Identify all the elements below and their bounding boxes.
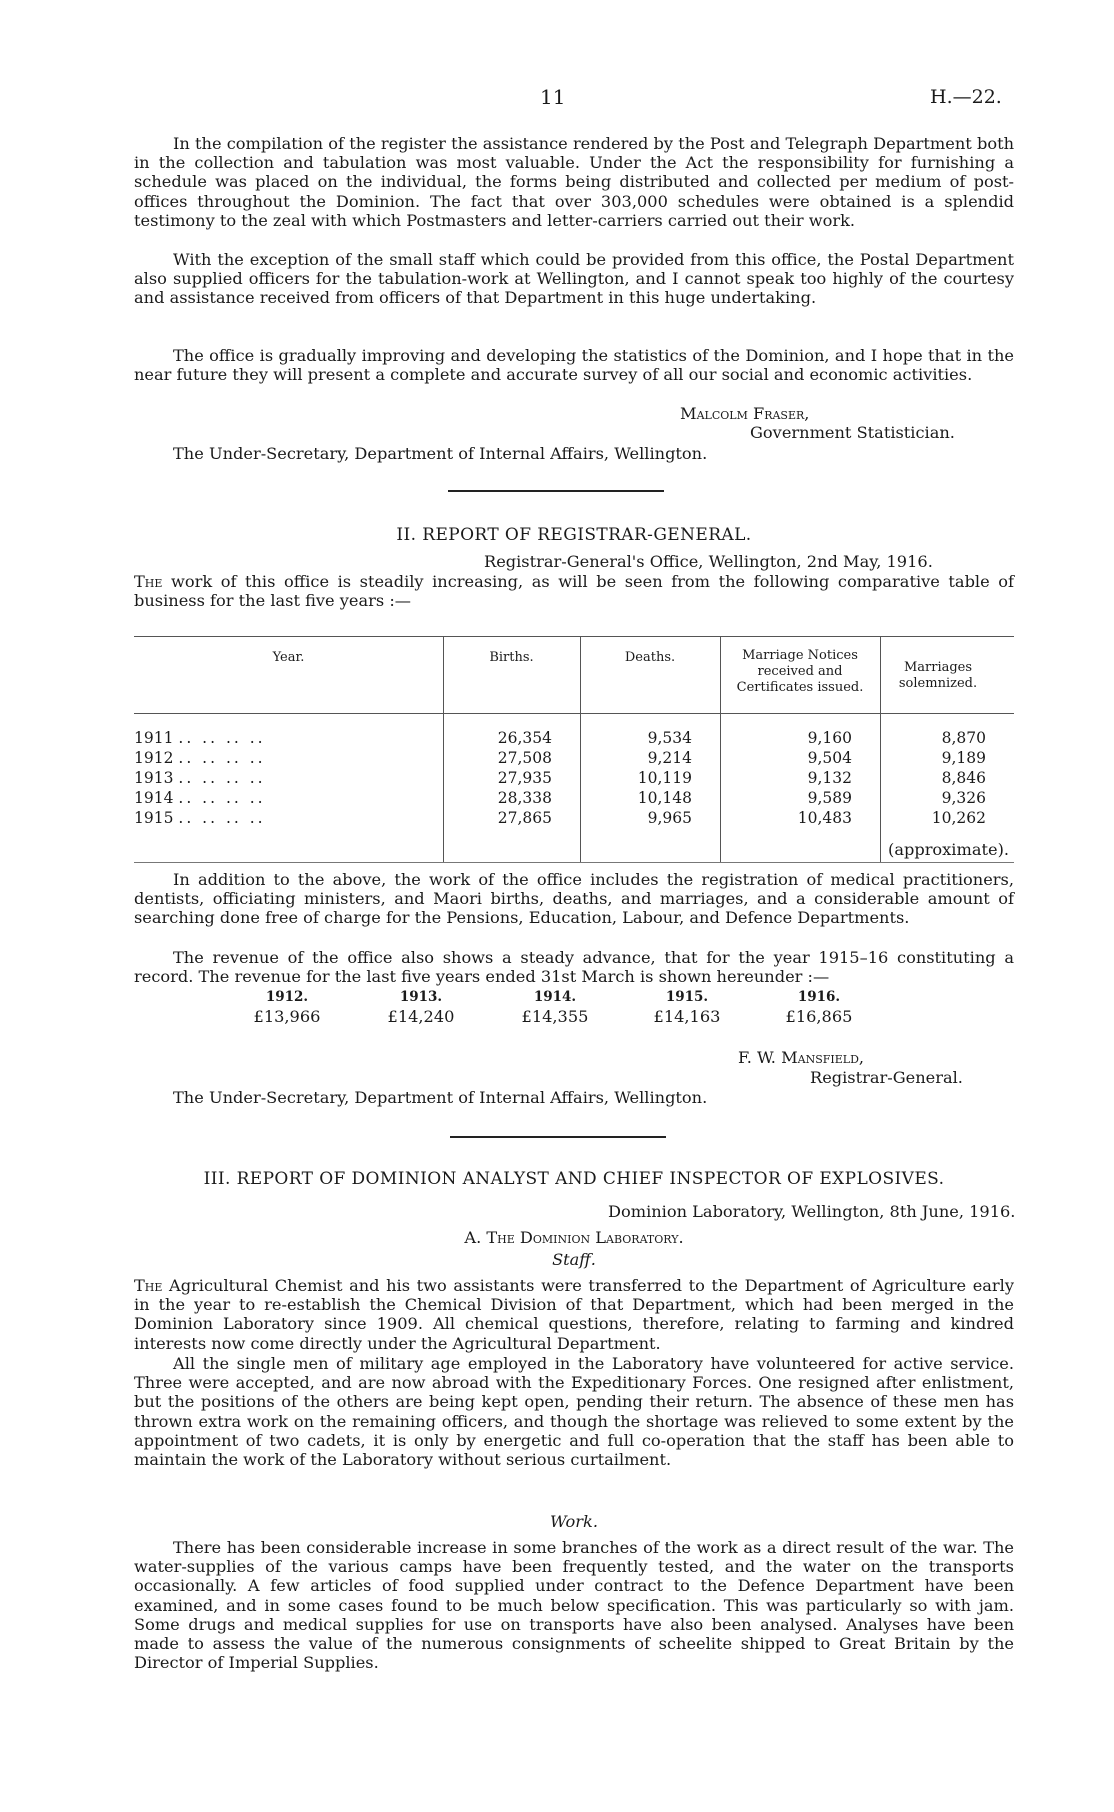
paragraph-postal-department: With the exception of the small staff which could be provided from this office, the Postal Department also supplied officers for the tabulation-work at Wellington, and I cannot speak too highly of the courtesy and assistance received from officers of that Department in this huge undertaking.	[134, 250, 1014, 308]
leader-dots: .. .. .. ..	[178, 729, 266, 747]
marriages-cell: 10,262	[931, 809, 986, 827]
revenue-amount: £14,163	[653, 1007, 721, 1027]
staff-text: Agricultural Chemist and his two assistants were transferred to the Department of Agriculture early in the year to re-establish the Chemical Division of that Department, which had been merged in the Dominion Laboratory since 1909. All chemical questions, therefore, relating to farming and kindred interests now come directly under the Agricultural Department.	[134, 1276, 1014, 1353]
row-year	[134, 728, 443, 748]
paragraph-military-service: All the single men of military age employed in the Laboratory have volunteered for active service. Three were accepted, and are now abroad with the Expeditionary Forces. One resigned after enlistment, but the positions of the others are being kept open, pending their return. The absence of these men has thrown extra work on the remaining officers, and though the shortage was relieved to some extent by the appointment of two cadets, it is only by energetic and full co-operation that the staff has been able to maintain the work of the Laboratory without serious curtailment.	[134, 1354, 1014, 1470]
revenue-amount: £13,966	[253, 1007, 321, 1027]
document-code: H.—22.	[930, 86, 1002, 108]
notices-cell: 9,504	[807, 749, 852, 767]
section-heading-registrar: II. REPORT OF REGISTRAR-GENERAL.	[396, 525, 752, 545]
table-header-marriages: Marriages solemnized.	[898, 660, 978, 691]
births-cell: 27,508	[497, 749, 552, 767]
revenue-year: 1912.	[265, 989, 309, 1005]
marriages-cell: 8,870	[941, 729, 986, 747]
deaths-cell: 9,214	[647, 749, 692, 767]
table-row	[134, 788, 1014, 808]
marriages-cell: 9,189	[941, 749, 986, 767]
revenue-item	[232, 988, 342, 1026]
row-year	[134, 808, 443, 828]
leader-dots: .. .. .. ..	[178, 789, 266, 807]
table-row	[134, 728, 1014, 748]
table-header-deaths: Deaths.	[624, 650, 676, 665]
year-label: 1911	[134, 729, 174, 747]
deaths-cell: 10,119	[637, 769, 692, 787]
paragraph-office-improving: The office is gradually improving and developing the statistics of the Dominion, and I hope that in the near future they will present a complete and accurate survey of all our social and economic activities.	[134, 346, 1014, 385]
addressee: The Under-Secretary, Department of Internal Affairs, Wellington.	[173, 444, 708, 463]
deaths-cell: 9,534	[647, 729, 692, 747]
table-row	[134, 768, 1014, 788]
year-label: 1915	[134, 809, 174, 827]
table-header-year: Year.	[272, 650, 305, 665]
row-year	[134, 768, 443, 788]
notices-cell: 9,132	[807, 769, 852, 787]
revenue-year: 1913.	[399, 989, 443, 1005]
signature-name: F. W. Mansfield,	[738, 1048, 865, 1067]
notices-cell: 10,483	[797, 809, 852, 827]
year-label: 1914	[134, 789, 174, 807]
revenue-item	[632, 988, 742, 1026]
revenue-year: 1915.	[665, 989, 709, 1005]
marriages-cell: 9,326	[941, 789, 986, 807]
page-number: 11	[540, 85, 566, 109]
comparative-table	[134, 728, 1014, 828]
dateline-analyst: Dominion Laboratory, Wellington, 8th June, 1916.	[608, 1202, 1016, 1221]
table-bottom-rule	[134, 862, 1014, 863]
row-year	[134, 788, 443, 808]
table-header-notices: Marriage Notices received and Certificates issued.	[736, 648, 864, 695]
table-top-rule	[134, 636, 1014, 637]
births-cell: 28,338	[497, 789, 552, 807]
year-label: 1912	[134, 749, 174, 767]
revenue-amount: £14,240	[387, 1007, 455, 1027]
births-cell: 27,865	[497, 809, 552, 827]
dateline-registrar: Registrar-General's Office, Wellington, 2nd May, 1916.	[484, 552, 933, 571]
table-header-births: Births.	[489, 650, 534, 665]
revenue-amount: £16,865	[785, 1007, 853, 1027]
intro-lead-word: The	[134, 572, 163, 591]
table-row	[134, 748, 1014, 768]
intro-text: work of this office is steadily increasing, as will be seen from the following comparative table of business for the last five years :—	[134, 572, 1014, 611]
births-cell: 27,935	[497, 769, 552, 787]
staff-lead-word: The	[134, 1276, 163, 1295]
paragraph-work-increase: There has been considerable increase in some branches of the work as a direct result of the war. The water-supplies of the various camps have been frequently tested, and the water on the transports occasionally. A few articles of food supplied under contract to the Defence Department have been examined, and in some cases found to be much below specification. This was particularly so with jam. Some drugs and medical supplies for use on transports have also been analysed. Analyses have been made to assess the value of the numerous consignments of scheelite shipped to Great Britain by the Director of Imperial Supplies.	[134, 1538, 1014, 1673]
signature-name: Malcolm Fraser,	[680, 404, 810, 423]
revenue-amount: £14,355	[521, 1007, 589, 1027]
subheading-staff: Staff.	[552, 1250, 596, 1269]
marriages-cell: 8,846	[941, 769, 986, 787]
leader-dots: .. .. .. ..	[178, 809, 266, 827]
notices-cell: 9,589	[807, 789, 852, 807]
table-row	[134, 808, 1014, 828]
section-divider	[448, 490, 664, 492]
leader-dots: .. .. .. ..	[178, 749, 266, 767]
subheading-laboratory: A. The Dominion Laboratory.	[464, 1228, 684, 1247]
revenue-item	[764, 988, 874, 1026]
paragraph-staff-transfer	[134, 1276, 1014, 1353]
signature-title: Registrar-General.	[810, 1068, 963, 1087]
revenue-year: 1914.	[533, 989, 577, 1005]
revenue-item	[500, 988, 610, 1026]
births-cell: 26,354	[497, 729, 552, 747]
deaths-cell: 9,965	[647, 809, 692, 827]
year-label: 1913	[134, 769, 174, 787]
revenue-item	[366, 988, 476, 1026]
addressee: The Under-Secretary, Department of Internal Affairs, Wellington.	[173, 1088, 708, 1107]
intro-registrar	[134, 572, 1014, 610]
section-divider	[450, 1136, 666, 1138]
paragraph-additional-work: In addition to the above, the work of the office includes the registration of medical practitioners, dentists, officiating ministers, and Maori births, deaths, and marriages, and a considerable amount of searching done free of charge for the Pensions, Education, Labour, and Defence Departments.	[134, 870, 1014, 928]
signature-title: Government Statistician.	[750, 423, 955, 442]
revenue-year: 1916.	[797, 989, 841, 1005]
paragraph-revenue: The revenue of the office also shows a steady advance, that for the year 1915–16 constituting a record. The revenue for the last five years ended 31st March is shown hereunder :—	[134, 948, 1014, 987]
table-footnote: (approximate).	[888, 840, 1010, 859]
leader-dots: .. .. .. ..	[178, 769, 266, 787]
section-heading-analyst: III. REPORT OF DOMINION ANALYST AND CHIEF INSPECTOR OF EXPLOSIVES.	[203, 1169, 945, 1189]
row-year	[134, 748, 443, 768]
deaths-cell: 10,148	[637, 789, 692, 807]
table-header-rule	[134, 713, 1014, 714]
subheading-work: Work.	[550, 1512, 598, 1531]
notices-cell: 9,160	[807, 729, 852, 747]
paragraph-census-assistance: In the compilation of the register the assistance rendered by the Post and Telegraph Department both in the collection and tabulation was most valuable. Under the Act the responsibility for furnishing a schedule was placed on the individual, the forms being distributed and collected per medium of post-offices throughout the Dominion. The fact that over 303,000 schedules were obtained is a splendid testimony to the zeal with which Postmasters and letter-carriers carried out their work.	[134, 134, 1014, 230]
